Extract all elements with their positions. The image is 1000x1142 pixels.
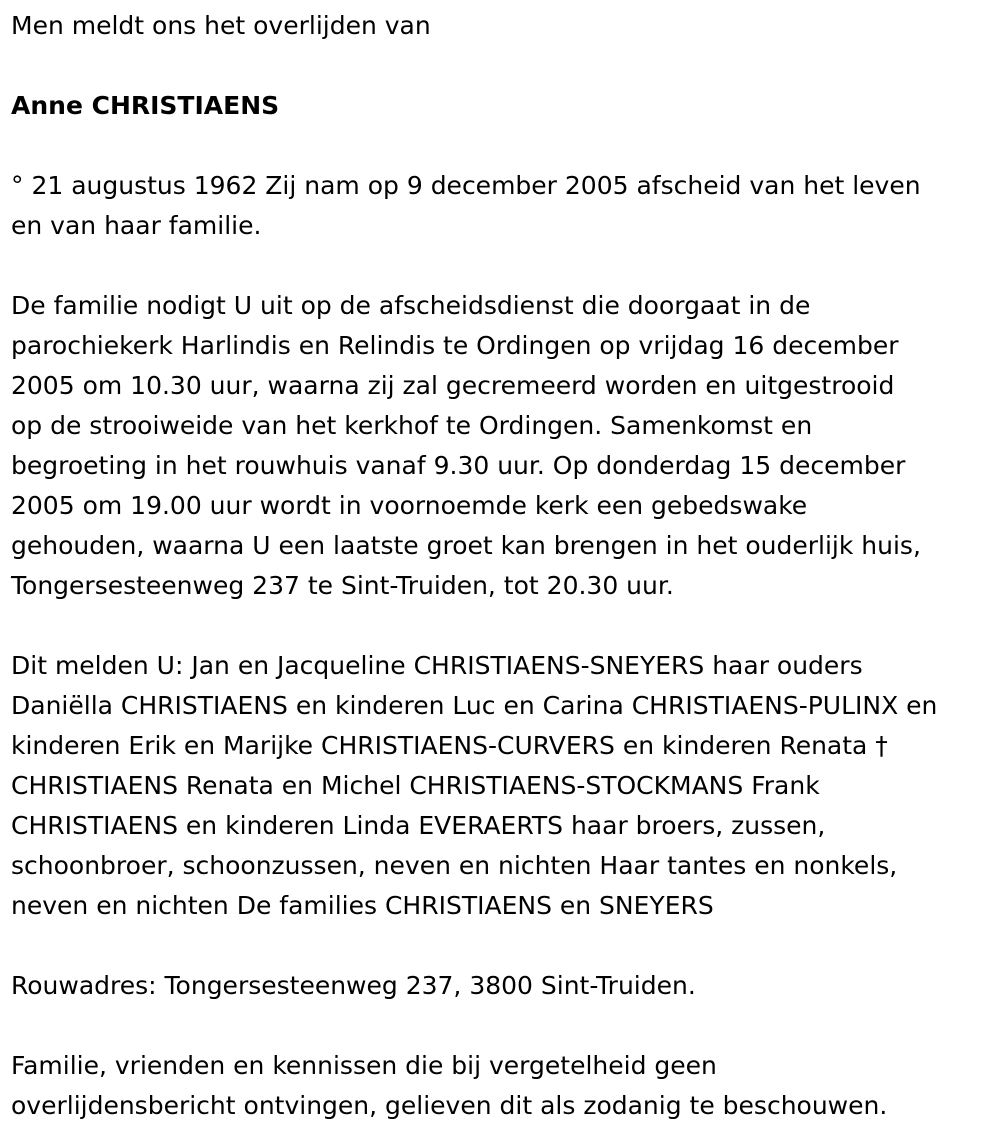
death-notice bbox=[11, 6, 993, 1126]
deceased-name: Anne CHRISTIAENS bbox=[11, 91, 280, 120]
ceremony-text: De familie nodigt U uit op de afscheidsdienst die doorgaat in de parochiekerk Harlindis en Relindis te Ordingen op vrijdag 16 december 2005 om 10.30 uur, waarna zij zal gecremeerd worden en uitgestrooid op de strooiweide van het kerkhof te Ordingen. Samenkomst en begroeting in het rouwhuis vanaf 9.30 uur. Op donderdag 15 december 2005 om 19.00 uur wordt in voornoemde kerk een gebedswake gehouden, waarna U een laatste groet kan brengen in het ouderlijk huis, Tongersesteenweg 237 te Sint-Truiden, tot 20.30 uur. bbox=[11, 291, 921, 600]
closing-text: Familie, vrienden en kennissen die bij vergetelheid geen overlijdensbericht ontvingen, gelieven dit als zodanig te beschouwen. bbox=[11, 1051, 888, 1120]
birth-death-text: ° 21 augustus 1962 Zij nam op 9 december 2005 afscheid van het leven en van haar familie. bbox=[11, 171, 921, 240]
address-text: Rouwadres: Tongersesteenweg 237, 3800 Sint-Truiden. bbox=[11, 971, 696, 1000]
family-text: Dit melden U: Jan en Jacqueline CHRISTIAENS-SNEYERS haar ouders Daniëlla CHRISTIAENS en kinderen Luc en Carina CHRISTIAENS-PULINX en kinderen Erik en Marijke CHRISTIAENS-CURVERS en kinderen Renata † CHRISTIAENS Renata en Michel CHRISTIAENS-STOCKMANS Frank CHRISTIAENS en kinderen Linda EVERAERTS haar broers, zussen, schoonbroer, schoonzussen, neven en nichten Haar tantes en nonkels, neven en nichten De families CHRISTIAENS en SNEYERS bbox=[11, 651, 938, 920]
intro-text: Men meldt ons het overlijden van bbox=[11, 11, 431, 40]
